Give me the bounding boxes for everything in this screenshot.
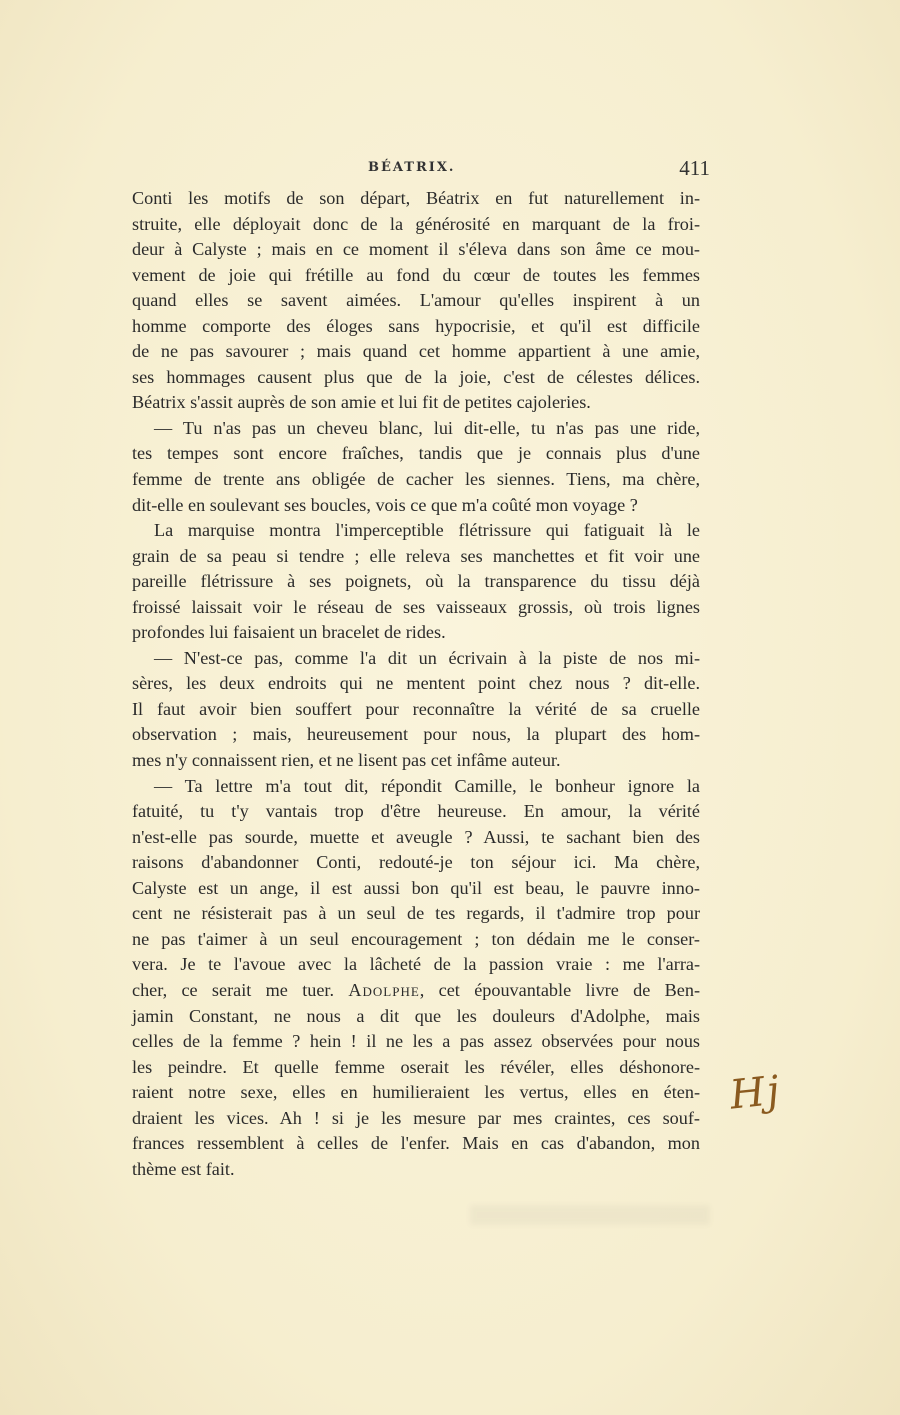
text-fragment: cher, ce serait me tuer. (132, 979, 335, 1000)
text-line: raisons d'abandonner Conti, redouté-je ton séjour ici. Ma chère, (132, 852, 700, 873)
handwritten-margin-note: Hj (727, 1067, 784, 1119)
text-line: draient les vices. Ah ! si je les mesure par mes craintes, ces souf- (132, 1107, 700, 1128)
text-line: quand elles se savent aimées. L'amour qu'elles inspirent à un (132, 290, 700, 311)
text-line: dit-elle en soulevant ses boucles, vois ce que m'a coûté mon voyage ? (132, 494, 638, 515)
text-line: femme de trente ans obligée de cacher les siennes. Tiens, ma chère, (132, 469, 700, 490)
text-line: sères, les deux endroits qui ne mentent point chez nous ? dit-elle. (132, 673, 700, 694)
text-line: Béatrix s'assit auprès de son amie et lui fit de petites cajoleries. (132, 392, 591, 413)
text-line: ses hommages causent plus que de la joie, c'est de célestes délices. (132, 366, 700, 387)
text-line: — Ta lettre m'a tout dit, répondit Camille, le bonheur ignore la (154, 775, 700, 796)
text-line: pareille flétrissure à ses poignets, où la transparence du tissu déjà (132, 571, 700, 592)
text-line: celles de la femme ? hein ! il ne les a pas assez observées pour nous (132, 1031, 700, 1052)
book-title-small-caps: Adolphe (348, 979, 420, 1000)
text-line: tes tempes sont encore fraîches, tandis que je connais plus d'une (132, 443, 700, 464)
text-line: Calyste est un ange, il est aussi bon qu'il est beau, le pauvre inno- (132, 877, 700, 898)
text-line: jamin Constant, ne nous a dit que les douleurs d'Adolphe, mais (132, 1005, 700, 1026)
text-line: thème est fait. (132, 1158, 235, 1179)
text-line: La marquise montra l'imperceptible flétrissure qui fatiguait là le (154, 520, 700, 541)
text-line: struite, elle déployait donc de la générosité en marquant de la froi- (132, 213, 700, 234)
page-number: 411 (679, 156, 710, 180)
text-line: grain de sa peau si tendre ; elle releva ses manchettes et fit voir une (132, 545, 700, 566)
text-line: — N'est-ce pas, comme l'a dit un écrivain à la piste de nos mi- (154, 647, 700, 668)
text-line: cent ne résisterait pas à un seul de tes regards, il t'admire trop pour (132, 903, 700, 924)
text-line-adolphe (132, 978, 700, 1004)
text-line: mes n'y connaissent rien, et ne lisent pas cet infâme auteur. (132, 750, 561, 771)
text-line: observation ; mais, heureusement pour nous, la plupart des hom- (132, 724, 700, 745)
text-line: vement de joie qui frétille au fond du cœur de toutes les femmes (132, 264, 700, 285)
text-line: froissé laissait voir le réseau de ses vaisseaux grossis, où trois lignes (132, 596, 700, 617)
text-line: frances ressemblent à celles de l'enfer. Mais en cas d'abandon, mon (132, 1133, 700, 1154)
text-line: — Tu n'as pas un cheveu blanc, lui dit-elle, tu n'as pas une ride, (154, 417, 700, 438)
text-line: deur à Calyste ; mais en ce moment il s'éleva dans son âme ce mou- (132, 239, 700, 260)
text-line: Il faut avoir bien souffert pour reconnaître la vérité de sa cruelle (132, 698, 700, 719)
text-line: vera. Je te l'avoue avec la lâcheté de la passion vraie : me l'arra- (132, 954, 700, 975)
running-title: BÉATRIX. (368, 160, 456, 175)
text-line: profondes lui faisaient un bracelet de rides. (132, 622, 446, 643)
body-text (132, 186, 700, 1182)
text-line: homme comporte des éloges sans hypocrisie, et qu'il est difficile (132, 315, 700, 336)
text-line: n'est-elle pas sourde, muette et aveugle ? Aussi, te sachant bien des (132, 826, 700, 847)
text-line: les peindre. Et quelle femme oserait les révéler, elles déshonore- (132, 1056, 700, 1077)
text-fragment: , cet épouvantable livre de Ben- (419, 979, 700, 1000)
running-head (132, 156, 710, 182)
text-line: de ne pas savourer ; mais quand cet homme appartient à une amie, (132, 341, 700, 362)
text-line: raient notre sexe, elles en humilieraient les vertus, elles en éten- (132, 1082, 700, 1103)
text-line: fatuité, tu t'y vantais trop d'être heureuse. En amour, la vérité (132, 801, 700, 822)
text-line: Conti les motifs de son départ, Béatrix en fut naturellement in- (132, 188, 700, 208)
text-line: ne pas t'aimer à un seul encouragement ; ton dédain me le conser- (132, 928, 700, 949)
show-through-shadow (470, 1205, 710, 1225)
